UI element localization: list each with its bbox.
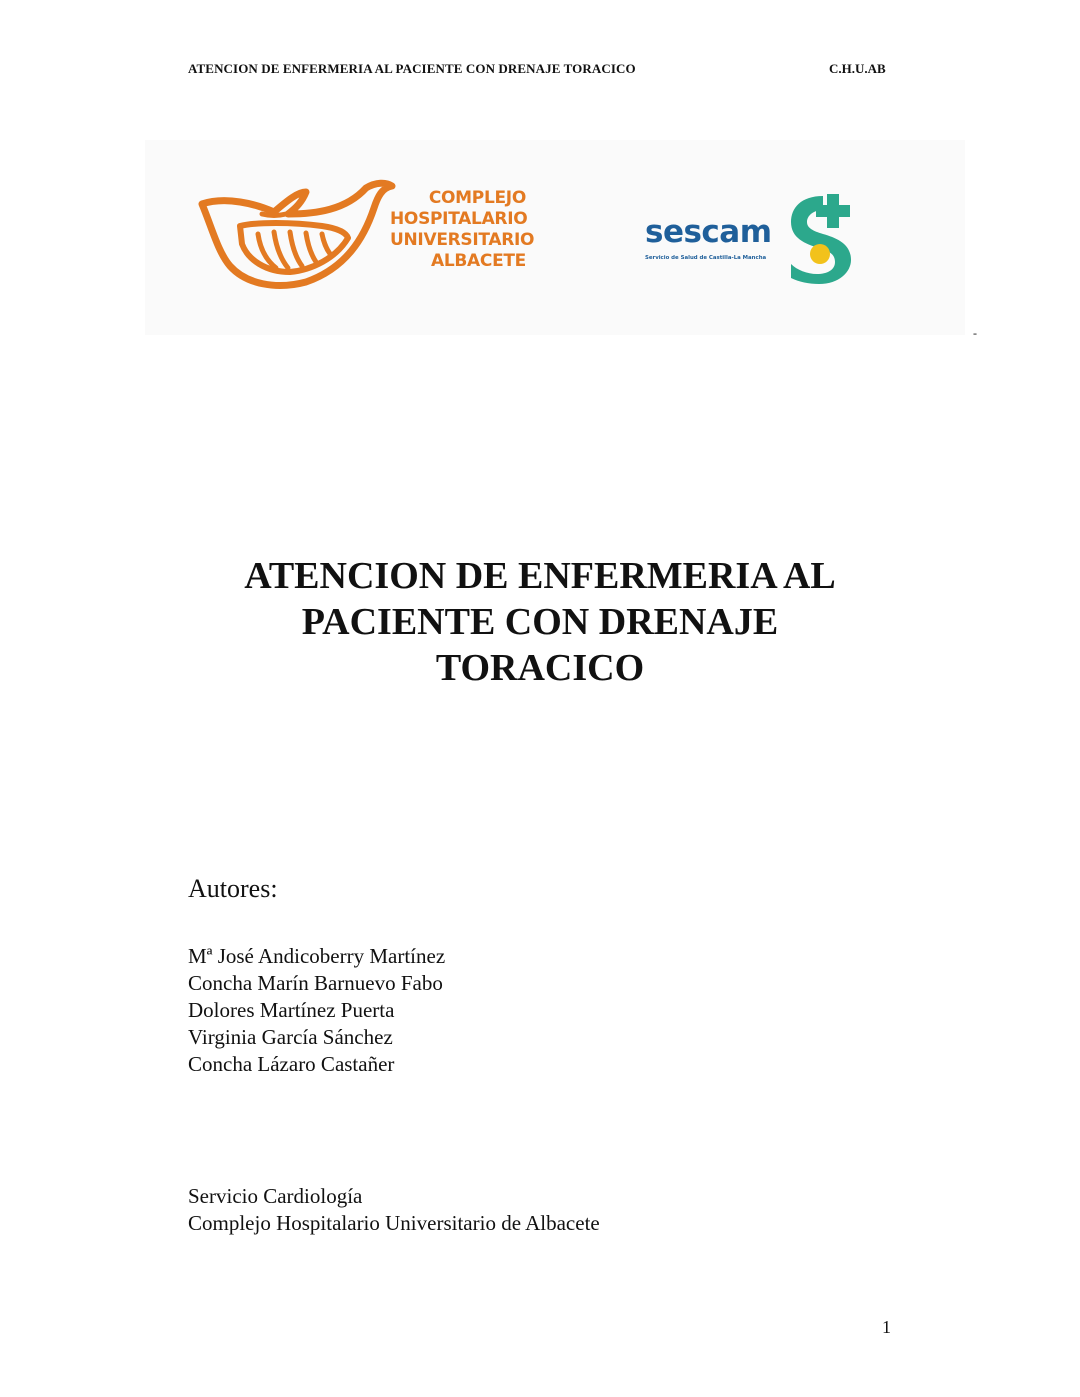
running-header-title: ATENCION DE ENFERMERIA AL PACIENTE CON DRENAJE TORACICO (188, 61, 636, 76)
author-name: Concha Lázaro Castañer (188, 1052, 395, 1076)
title-line: ATENCION DE ENFERMERIA AL (244, 555, 836, 597)
author-name: Concha Marín Barnuevo Fabo (188, 971, 443, 995)
chuab-line: UNIVERSITARIO (390, 230, 535, 250)
title-line: PACIENTE CON DRENAJE (301, 601, 779, 643)
service-affiliation (188, 1183, 600, 1237)
author-name: Virginia García Sánchez (188, 1025, 393, 1049)
service-line: Complejo Hospitalario Universitario de Albacete (188, 1211, 600, 1235)
chuab-line: ALBACETE (430, 251, 526, 271)
sescam-s-cross-icon (783, 190, 853, 285)
document-title (140, 553, 940, 691)
title-line: TORACICO (435, 647, 645, 689)
sescam-wordmark: sescam (645, 214, 772, 250)
authors-heading: Autores: (188, 874, 278, 903)
author-name: Dolores Martínez Puerta (188, 998, 395, 1022)
chuab-line: HOSPITALARIO (390, 209, 528, 229)
service-line: Servicio Cardiología (188, 1184, 363, 1208)
running-header-code: C.H.U.AB (829, 61, 886, 76)
sescam-subtitle: Servicio de Salud de Castilla-La Mancha (645, 255, 767, 261)
author-name: Mª José Andicoberry Martínez (188, 944, 446, 968)
chuab-logo-icon (196, 178, 406, 290)
authors-list (188, 943, 445, 1078)
chuab-logo-text (390, 188, 535, 272)
chuab-line: COMPLEJO (428, 188, 526, 208)
stray-dash: - (973, 326, 977, 340)
page-number: 1 (882, 1317, 891, 1337)
